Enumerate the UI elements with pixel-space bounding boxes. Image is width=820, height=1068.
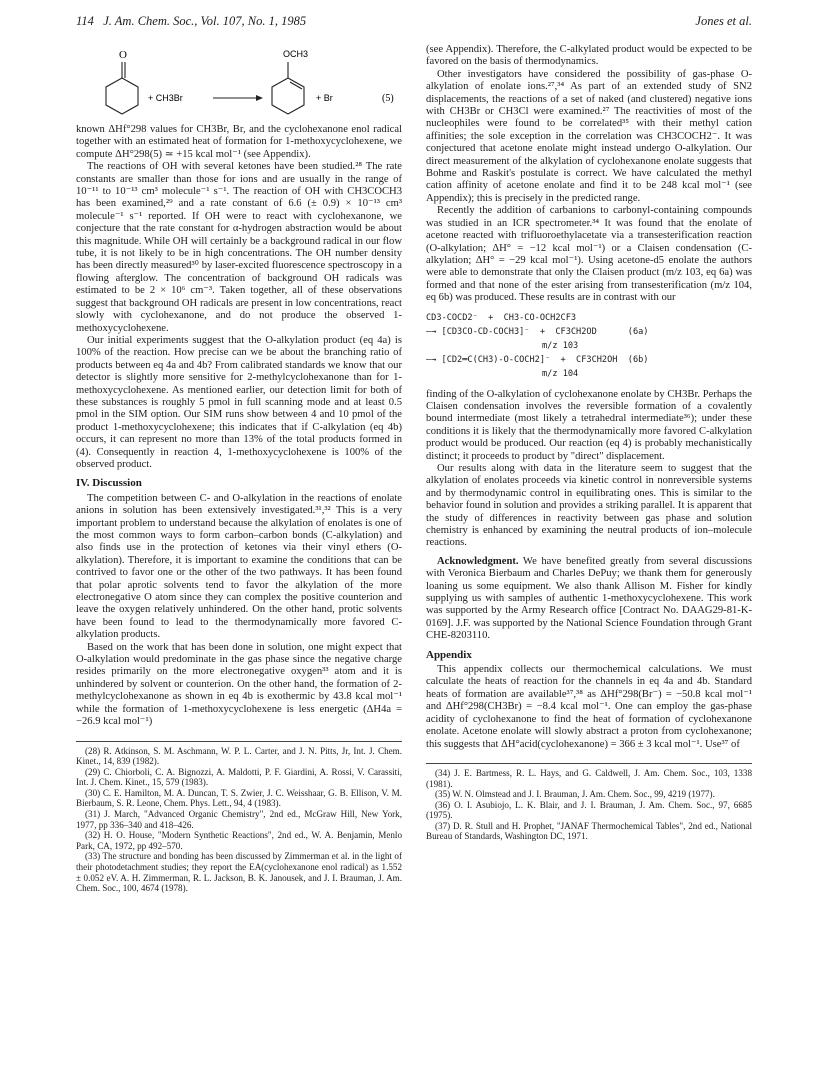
reference-item: (37) D. R. Stull and H. Prophet, "JANAF Thermochemical Tables", 2nd ed., National Bureau of Standards, Washington DC, 1971.	[426, 820, 752, 842]
running-header	[76, 14, 752, 34]
paragraph: The reactions of OH with several ketones have been studied.²⁸ The rate constants are smaller than those for ions and are usually in the range of 10⁻¹¹ to 10⁻¹³ cm³ molecule⁻¹ s⁻¹. The reaction of OH with CH3COCH3 has been examined,²⁹ and a rate constant of 6.6 (± 0.9) × 10⁻¹³ cm³ molecule⁻¹ s⁻¹ reported. If OH were to react with cyclohexanone, we conjecture that the rate constant for α-hydrogen abstraction would be about this magnitude. While OH will certainly be a background radical in our flow tube, it is not likely to be in high concentrations. The OH number density has been directly measured³⁰ by laser-excited fluorescence spectroscopy in a flowing afterglow. The concentration of background OH radicals was estimated to be 2 × 10⁶ cm⁻³. Taken together, all of these observations suggest that background OH radicals are present in low concentrations, react slowly with cyclohexanone, and do not produce the observed 1-methoxycyclohexene.	[76, 161, 402, 334]
reference-item: (36) O. I. Asubiojo, L. K. Blair, and J. I. Brauman, J. Am. Chem. Soc., 97, 6685 (1975).	[426, 799, 752, 821]
rxn-mz-104: m/z 104	[542, 368, 579, 379]
arrow-head	[256, 95, 263, 101]
footnotes-right	[426, 763, 752, 842]
paragraph: The competition between C- and O-alkylation in the reactions of enolate anions in solution has been extensively investigated.³¹,³² This is a very important problem to understand because the alkylation of enolates is one of the most common ways to form carbon–carbon bonds (C-alkylation) and also finds use in the protection of ketones via their vinyl ethers (O-alkylation). Therefore, it is important to examine the conditions that can be contrived to favor one or the other of the two pathways. It has been found that polar aprotic solvents tend to favor the alkylation of the more electronegative O atom since they can complex the positive counterion and leave the oxygen relatively unhindered. On the other hand, protic solvents have been found to lead to the thermodynamically more favored C-alkylation products.	[76, 492, 402, 641]
acknowledgment-text: We have benefited greatly from several discussions with Veronica Bierbaum and Charles DePuy; we thank them for generously loaning us some equipment. We also thank Allison M. Fisher for kindly supplying us with samples of authentic 1-methoxycyclohexene. This work was supported by the Army Research office [Contract No. DAAG29-81-K-0169]. J.F. was supported by the National Science Foundation through Grant CHE-8203110.	[426, 555, 752, 642]
reference-item: (35) W. N. Olmstead and J. I. Brauman, J. Am. Chem. Soc., 99, 4219 (1977).	[435, 789, 715, 800]
right-column	[426, 44, 752, 842]
rxn-reactants: CD3-COCD2⁻ + CH3-CO-OCH2CF3	[426, 312, 577, 323]
product-och3: OCH3	[283, 49, 309, 59]
reference-item: (30) C. E. Hamilton, M. A. Duncan, T. S. Zwier, J. C. Weisshaar, G. B. Ellison, V. M. Bierbaum, S. R. Leone, Chem. Phys. Lett., 94, 4 (1983).	[76, 787, 402, 809]
paragraph: Other investigators have considered the possibility of gas-phase O-alkylation of enolate ions.²⁷,³⁴ As part of an extended study of SN2 displacements, the reactions of a set of naked (and clustered) negative ions with CH3Br or CH3Cl were examined.²⁷ The reactivities of most of the nucleophiles were found to be correlated³⁵ with their methyl cation affinities; the sole exception in the correlation was CH3COCH2⁻. It was conjectured that acetone enolate might instead undergo O-alkylation. Our direct measurement of the alkylation of cyclohexanone enolate suggests that Bohme and Raskit's postulate is correct. We have calculated the methyl cation affinity of acetone enolate and find it to be 248 kcal mol⁻¹ (see Appendix); this is precisely in the predicted range.	[426, 68, 752, 204]
paragraph: Our initial experiments suggest that the O-alkylation product (eq 4a) is 100% of the reaction. How precise can we be about the branching ratio of products between eq 4a and 4b? From calibrated standards we know that our detector is slightly more sensitive for 2-methylcyclohexanone than for 1-methoxycyclohexene. As mentioned earlier, our detection limit for both of these substances is roughly 5 pmol in full scanning mode and at least 0.5 pmol in the SIM option. Our SIM runs show between 4 and 10 pmol of the product 1-methoxycyclohexene; this indicates that if C-alkylation (eq 4b) occurs, it can represent no more than 13% of the total products formed in (4). Consequently in reaction 4, 1-methoxycyclohexene is 100% of the observed product.	[76, 334, 402, 470]
rxn-path-6a: —→ [CD3CO-CD-COCH3]⁻ + CF3CH2OD (6a)	[426, 326, 649, 337]
paragraph: Our results along with data in the literature seem to suggest that the alkylation of enolates proceeds via kinetic control in nonreversible systems and by thermodynamic control in equilibrating ones. This is similar to the behavior found in solution and provides a striking parallel. It is apparent that the study of differences in reactivity between gas phase and solution chemistry is enhanced by examining the neutral products of ion–molecule reactions.	[426, 462, 752, 549]
header-authors: Jones et al.	[695, 14, 752, 28]
reactant-oxygen: O	[119, 49, 127, 61]
scheme-5-drawing	[76, 44, 402, 124]
reference-item: (31) J. March, "Advanced Organic Chemistry", 2nd ed., McGraw Hill, New York, 1977, pp 336–340 and 418–426.	[76, 809, 402, 830]
paragraph: Recently the addition of carbanions to carbonyl-containing compounds was studied in an ICR spectrometer.³⁴ It was found that the enolate of acetone reacted with trifluoroethylacetate via a transesterification reaction (O-alkylation; ΔH° = −12 kcal mol⁻¹) or a Claisen condensation (C-alkylation; ΔH° = −29 kcal mol⁻¹). Using acetone-d5 enolate the authors were able to demonstrate that only the Claisen product (m/z 103, eq 6a) was formed and that none of the ester arising from transesterification (m/z 104, eq 6b) was produced. These results are in contrast with our	[426, 205, 752, 304]
reaction-scheme-6	[426, 311, 752, 381]
acknowledgment-label: Acknowledgment.	[437, 555, 519, 567]
rxn-mz-103: m/z 103	[542, 340, 579, 351]
paragraph: (see Appendix). Therefore, the C-alkylated product would be expected to be favored on the basis of thermodynamics.	[426, 44, 752, 68]
scheme-plus-ch3br: + CH3Br	[148, 93, 183, 103]
rxn-path-6b: —→ [CD2═C(CH3)-O-COCH2]⁻ + CF3CH2OH (6b)	[426, 354, 649, 365]
scheme-plus-br: + Br	[316, 93, 333, 103]
page-number: 114	[76, 14, 94, 28]
paragraph: known ΔHf°298 values for CH3Br, Br, and the cyclohexanone enol radical together with an estimated heat of formation for 1-methoxycyclohexene, we compute ΔH°298(5) ≃ +15 kcal mol⁻¹ (see Appendix).	[76, 124, 402, 160]
appendix-heading: Appendix	[426, 648, 472, 661]
reference-item: (32) H. O. House, "Modern Synthetic Reactions", 2nd ed., W. A. Benjamin, Menlo Park, CA, 1972, pp 492–570.	[76, 830, 402, 851]
journal-citation: J. Am. Chem. Soc., Vol. 107, No. 1, 1985	[103, 14, 307, 28]
acknowledgment	[426, 556, 752, 643]
header-left	[76, 14, 306, 29]
reference-item: (33) The structure and bonding has been discussed by Zimmerman et al. in the light of their photodetachment studies; they report the EA(cyclohexanone enol radical) as 1.552 ± 0.052 eV. A. H. Zimmerman, R. L. Jackson, B. K. Janousek, and J. I. Brauman, J. Am. Chem. Soc., 100, 4674 (1978).	[76, 851, 402, 894]
reference-item: (29) C. Chiorboli, C. A. Bignozzi, A. Maldotti, P. F. Giardini, A. Rossi, V. Carassiti, Int. J. Chem. Kinet., 15, 579 (1983).	[76, 766, 402, 788]
eq-number-5: (5)	[382, 93, 394, 104]
reference-item: (28) R. Atkinson, S. M. Aschmann, W. P. L. Carter, and J. N. Pitts, Jr, Int. J. Chem. Kinet., 14, 839 (1982).	[76, 745, 402, 767]
reference-item: (34) J. E. Bartmess, R. L. Hays, and G. Caldwell, J. Am. Chem. Soc., 103, 1338 (1981).	[426, 767, 752, 789]
section-heading: IV. Discussion	[76, 477, 142, 490]
paragraph: Based on the work that has been done in solution, one might expect that O-alkylation would predominate in the gas phase since the negative charge resides primarily on the more electronegative oxygen³³ atom and it is unhindered by solvent or counterion. On the other hand, the formation of 2-methylcyclohexanone as shown in eq 4b is exothermic by 43.8 kcal mol⁻¹ while the formation of 1-methoxycyclohexene is less energetic (ΔH4a = −26.9 kcal mol⁻¹)	[76, 641, 402, 728]
footnotes-left	[76, 741, 402, 894]
paragraph: This appendix collects our thermochemical calculations. We must calculate the heats of reaction for the channels in eq 4a and 4b. Standard heats of formation are available³⁷,³⁸ as ΔHf°298(Br⁻) = −50.8 kcal mol⁻¹ and ΔHf°298(CH3Br) = −8.4 kcal mol⁻¹. One can employ the gas-phase acidity of cyclohexanone to find the heat of formation of cyclohexanone enolate. Acetone enolate will slowly abstract a proton from cyclohexanone; this suggests that ΔH°acid(cyclohexanone) = 366 ± 3 kcal mol⁻¹. Use³⁷ of	[426, 664, 752, 750]
left-column	[76, 44, 402, 894]
reaction-scheme-5	[76, 44, 402, 124]
cyclohexanone-ring	[106, 78, 138, 114]
paragraph: finding of the O-alkylation of cyclohexanone enolate by CH3Br. Perhaps the Claisen condensation involves the reversible formation of a covalently bound intermediate (most likely a tetrahedral intermediate³⁶); under these conditions it is likely that the thermodynamically more favored C-alkylation product would be produced. Our reaction (eq 4) is probably mechanistically distinct; it proceeds to product by "direct" displacement.	[426, 388, 752, 462]
methoxycyclohexene-ring	[272, 78, 304, 114]
